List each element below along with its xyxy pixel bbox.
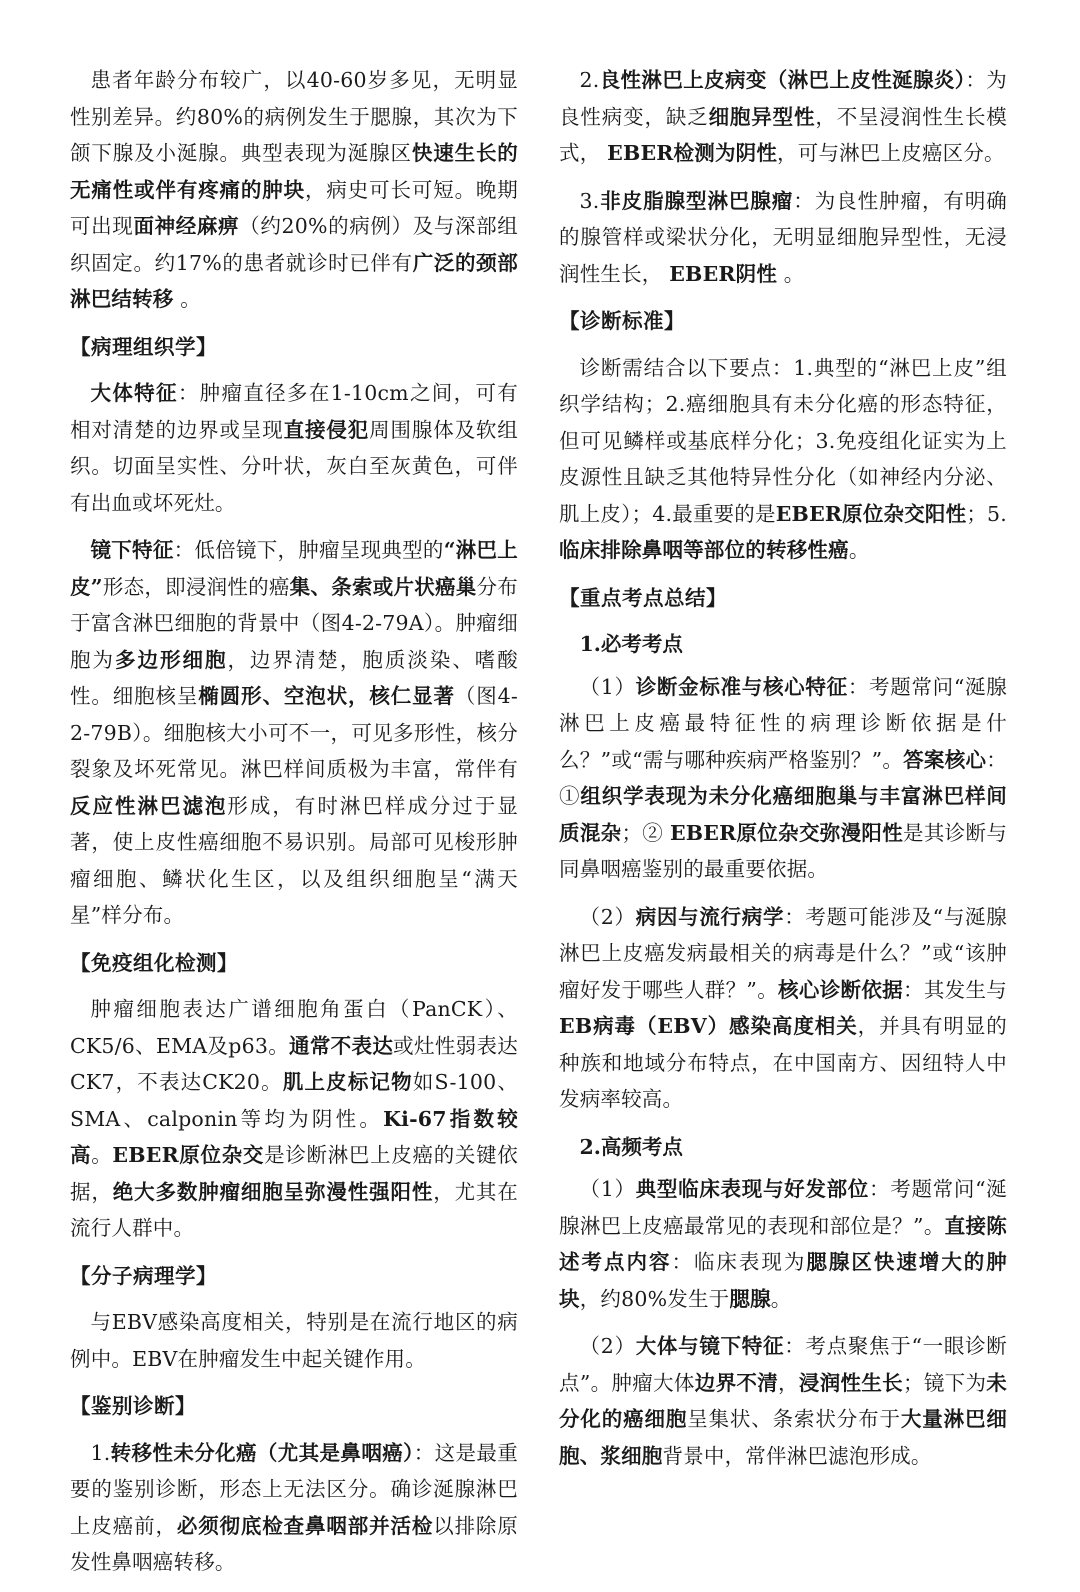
intro-paragraph (70, 62, 518, 318)
text-run: 与EBV感染高度相关，特别是在流行地区的病例中。EBV在肿瘤发生中起关键作用。 (70, 1310, 518, 1371)
section-heading-molecular: 【分子病理学】 (70, 1263, 217, 1288)
text-run: 背景中，常伴淋巴滤泡形成。 (662, 1443, 932, 1468)
molecular-paragraph (70, 1304, 518, 1377)
subheading-high-frequency: 2.高频考点 (579, 1134, 683, 1159)
bold-text-run: 临床排除鼻咽等部位的转移性癌 (559, 538, 849, 562)
bold-text-run: 直接陈述考点内容 (559, 1213, 1007, 1274)
bold-text-run: 面神经麻痹 (133, 214, 240, 238)
text-run: ：① (559, 747, 1007, 808)
text-run: ：考题可能涉及“与涎腺淋巴上皮癌发病最相关的病毒是什么？”或“该肿瘤好发于哪些人群？”。 (559, 904, 1007, 1002)
text-run: ；② (621, 820, 670, 845)
bold-text-run: EBER阴性 (669, 261, 778, 286)
text-run: 形态，即浸润性的癌 (102, 574, 290, 599)
bold-text-run: 大体与镜下特征 (635, 1334, 785, 1358)
text-run: 。 (91, 1143, 113, 1167)
bold-text-run: 反应性淋巴滤泡 (70, 793, 228, 818)
text-run: ，并具有明显的种族和地域分布特点，在中国南方、因纽特人中发病率较高。 (559, 1014, 1007, 1111)
bold-text-run: 通常不表达 (289, 1033, 394, 1058)
bold-text-run: 快速生长的无痛性或伴有疼痛的肿块 (70, 141, 519, 202)
section-heading-pathology: 【病理组织学】 (70, 334, 217, 359)
ihc-paragraph (70, 991, 518, 1247)
text-run: 。 (848, 538, 870, 562)
bold-text-run: EB病毒（EBV）感染高度相关 (559, 1014, 858, 1038)
bold-text-run: 典型临床表现与好发部位 (635, 1177, 870, 1201)
section-heading-ihc: 【免疫组化检测】 (70, 950, 238, 975)
bold-text-run: 直接侵犯 (283, 417, 370, 442)
text-run: 是诊断淋巴上皮癌的关键依据， (70, 1143, 519, 1204)
text-run: ， (778, 1370, 799, 1395)
text-run: ：考题常问“涎腺淋巴上皮癌最常见的表现和部位是？”。 (559, 1177, 1007, 1238)
bold-text-run: 诊断金标准与核心特征 (635, 674, 848, 699)
text-run: 1. (90, 1440, 111, 1465)
bold-text-run: EBER原位杂交弥漫阳性 (669, 820, 904, 845)
bold-text-run: Ki-67指数较高 (70, 1106, 518, 1167)
text-run: ：肿瘤直径多在1-10cm之间，可有相对清楚的边界或呈现 (70, 381, 518, 442)
text-run: ：为良性肿瘤，有明确的腺管样或梁状分化，无明显细胞异型性，无浸润性生长， (559, 188, 1008, 286)
text-run: 。 (770, 1286, 792, 1311)
bold-text-run: 浸润性生长 (798, 1370, 903, 1395)
text-run: ：临床表现为 (671, 1250, 807, 1274)
text-run: ，可与淋巴上皮癌区分。 (777, 141, 1005, 165)
text-run: 诊断需结合以下要点：1.典型的“淋巴上皮”组织学结构；2.癌细胞具有未分化癌的形态特征，但可见鳞样或基底样分化；3.免疫组化证实为上皮源性且缺乏其他特异性分化（如神经内分泌、肌上皮）；4.最重要的是 (559, 355, 1007, 526)
text-run: 周围腺体及软组织。切面呈实性、分叶状，灰白至灰黄色，可伴有出血或坏死灶。 (70, 417, 518, 515)
bold-text-run: 非皮脂腺型淋巴腺瘤 (599, 188, 794, 213)
criteria-paragraph (559, 350, 1007, 569)
subheading-must-know: 1.必考考点 (579, 632, 683, 656)
bold-text-run: 细胞异型性 (708, 104, 816, 129)
text-run: 如S-100、SMA、calponin等均为阴性。 (70, 1070, 519, 1131)
bold-text-run: 转移性未分化癌（尤其是鼻咽癌） (110, 1440, 414, 1465)
bold-text-run: 大体特征 (90, 381, 178, 405)
text-run: ，不呈浸润性生长模式， (559, 104, 1008, 165)
bold-text-run: 多边形细胞 (114, 647, 228, 672)
text-run: ；镜下为 (903, 1370, 987, 1395)
must-know-point-2 (559, 899, 1007, 1118)
microscopic-features-paragraph (70, 532, 518, 934)
bold-text-run: EBER检测为阴性 (607, 141, 778, 165)
text-run: （2） (579, 904, 636, 929)
text-run: （图4-2-79B）。细胞核大小可不一，可见多形性，核分裂象及坏死常见。淋巴样间质极为丰富，常伴有 (70, 684, 519, 781)
text-run: ，约80%发生于 (579, 1286, 730, 1311)
text-run: ：考题常问“涎腺淋巴上皮癌最特征性的病理诊断依据是什么？”或“需与哪种疾病严格鉴别？”。 (559, 674, 1007, 772)
differential-item-1 (70, 1435, 518, 1581)
text-run: 呈集状、条索状分布于 (687, 1407, 901, 1431)
text-run: 3. (579, 188, 600, 213)
bold-text-run: 绝大多数肿瘤细胞呈弥漫性强阳性 (112, 1179, 434, 1204)
left-column (70, 62, 518, 1592)
high-frequency-point-2 (559, 1328, 1007, 1474)
text-run: 或灶性弱表达CK7，不表达CK20。 (70, 1033, 519, 1094)
bold-text-run: 广泛的颈部淋巴结转移 (70, 250, 518, 311)
text-run: 。 (173, 287, 201, 311)
right-column (559, 62, 1007, 1485)
section-heading-summary: 【重点考点总结】 (559, 585, 727, 610)
section-heading-criteria: 【诊断标准】 (559, 309, 685, 333)
section-heading-differential: 【鉴别诊断】 (70, 1394, 196, 1418)
text-run: ：其发生与 (903, 977, 1007, 1002)
text-run: （约20%的病例）及与深部组织固定。约17%的患者就诊时已伴有 (70, 214, 518, 275)
bold-text-run: 集、条索或片状癌巢 (289, 574, 477, 599)
bold-text-run: 腮腺区快速增大的肿块 (559, 1250, 1007, 1311)
bold-text-run: 核心诊断依据 (778, 977, 903, 1002)
text-run: 肿瘤细胞表达广谱细胞角蛋白（PanCK）、CK5/6、EMA及p63。 (70, 997, 518, 1058)
bold-text-run: 椭圆形、空泡状，核仁显著 (198, 684, 455, 708)
bold-text-run: 未分化的癌细胞 (559, 1370, 1007, 1431)
text-run: 2. (579, 68, 600, 92)
text-run: ：为良性病变，缺乏 (559, 68, 1007, 129)
bold-text-run: 必须彻底检查鼻咽部并活检 (176, 1513, 434, 1538)
bold-text-run: EBER原位杂交 (112, 1143, 265, 1167)
text-run: ：考点聚焦于“一眼诊断点”。肿瘤大体 (559, 1334, 1007, 1395)
bold-text-run: 镜下特征 (90, 538, 174, 562)
bold-text-run: 大量淋巴细胞、浆细胞 (559, 1407, 1008, 1468)
bold-text-run: 边界不清 (694, 1370, 779, 1395)
differential-item-2 (559, 62, 1007, 172)
text-run: ，边界清楚，胞质淡染、嗜酸性。细胞核呈 (70, 647, 519, 708)
gross-features-paragraph (70, 375, 518, 521)
differential-item-3 (559, 183, 1007, 293)
text-run: 是其诊断与同鼻咽癌鉴别的最重要依据。 (559, 820, 1008, 881)
text-run: （1） (579, 1177, 636, 1201)
text-run: 以排除原发性鼻咽癌转移。 (70, 1513, 518, 1574)
bold-text-run: 病因与流行病学 (635, 904, 785, 929)
text-run: 。 (777, 261, 805, 286)
bold-text-run: 腮腺 (729, 1286, 771, 1311)
bold-text-run: EBER原位杂交阳性 (775, 501, 967, 526)
bold-text-run: 良性淋巴上皮病变（淋巴上皮性涎腺炎） (599, 68, 966, 92)
text-run: ，尤其在流行人群中。 (70, 1179, 518, 1240)
bold-text-run: 答案核心 (903, 747, 987, 772)
bold-text-run: 肌上皮标记物 (282, 1070, 413, 1094)
text-run: ：低倍镜下，肿瘤呈现典型的 (173, 538, 444, 562)
text-run: 形成，有时淋巴样成分过于显著，使上皮性癌细胞不易识别。局部可见梭形肿瘤细胞、鳞状化生区，以及组织细胞呈“满天星”样分布。 (70, 793, 518, 927)
bold-text-run: 组织学表现为未分化癌细胞巢与丰富淋巴样间质混杂 (559, 784, 1008, 845)
text-run: （2） (579, 1334, 636, 1358)
text-run: ；5. (966, 501, 1008, 526)
text-run: 患者年龄分布较广，以40-60岁多见，无明显性别差异。约80%的病例发生于腮腺，其次为下颌下腺及小涎腺。典型表现为涎腺区 (70, 68, 518, 165)
bold-text-run: “淋巴上皮” (70, 538, 519, 599)
high-frequency-point-1 (559, 1171, 1007, 1317)
text-run: ：这是最重要的鉴别诊断，形态上无法区分。确诊涎腺淋巴上皮癌前， (70, 1440, 519, 1538)
text-run: （1） (579, 674, 636, 699)
must-know-point-1 (559, 669, 1007, 888)
text-run: ，病史可长可短。晚期可出现 (70, 177, 518, 238)
text-run: 分布于富含淋巴细胞的背景中（图4-2-79A）。肿瘤细胞为 (70, 574, 518, 672)
